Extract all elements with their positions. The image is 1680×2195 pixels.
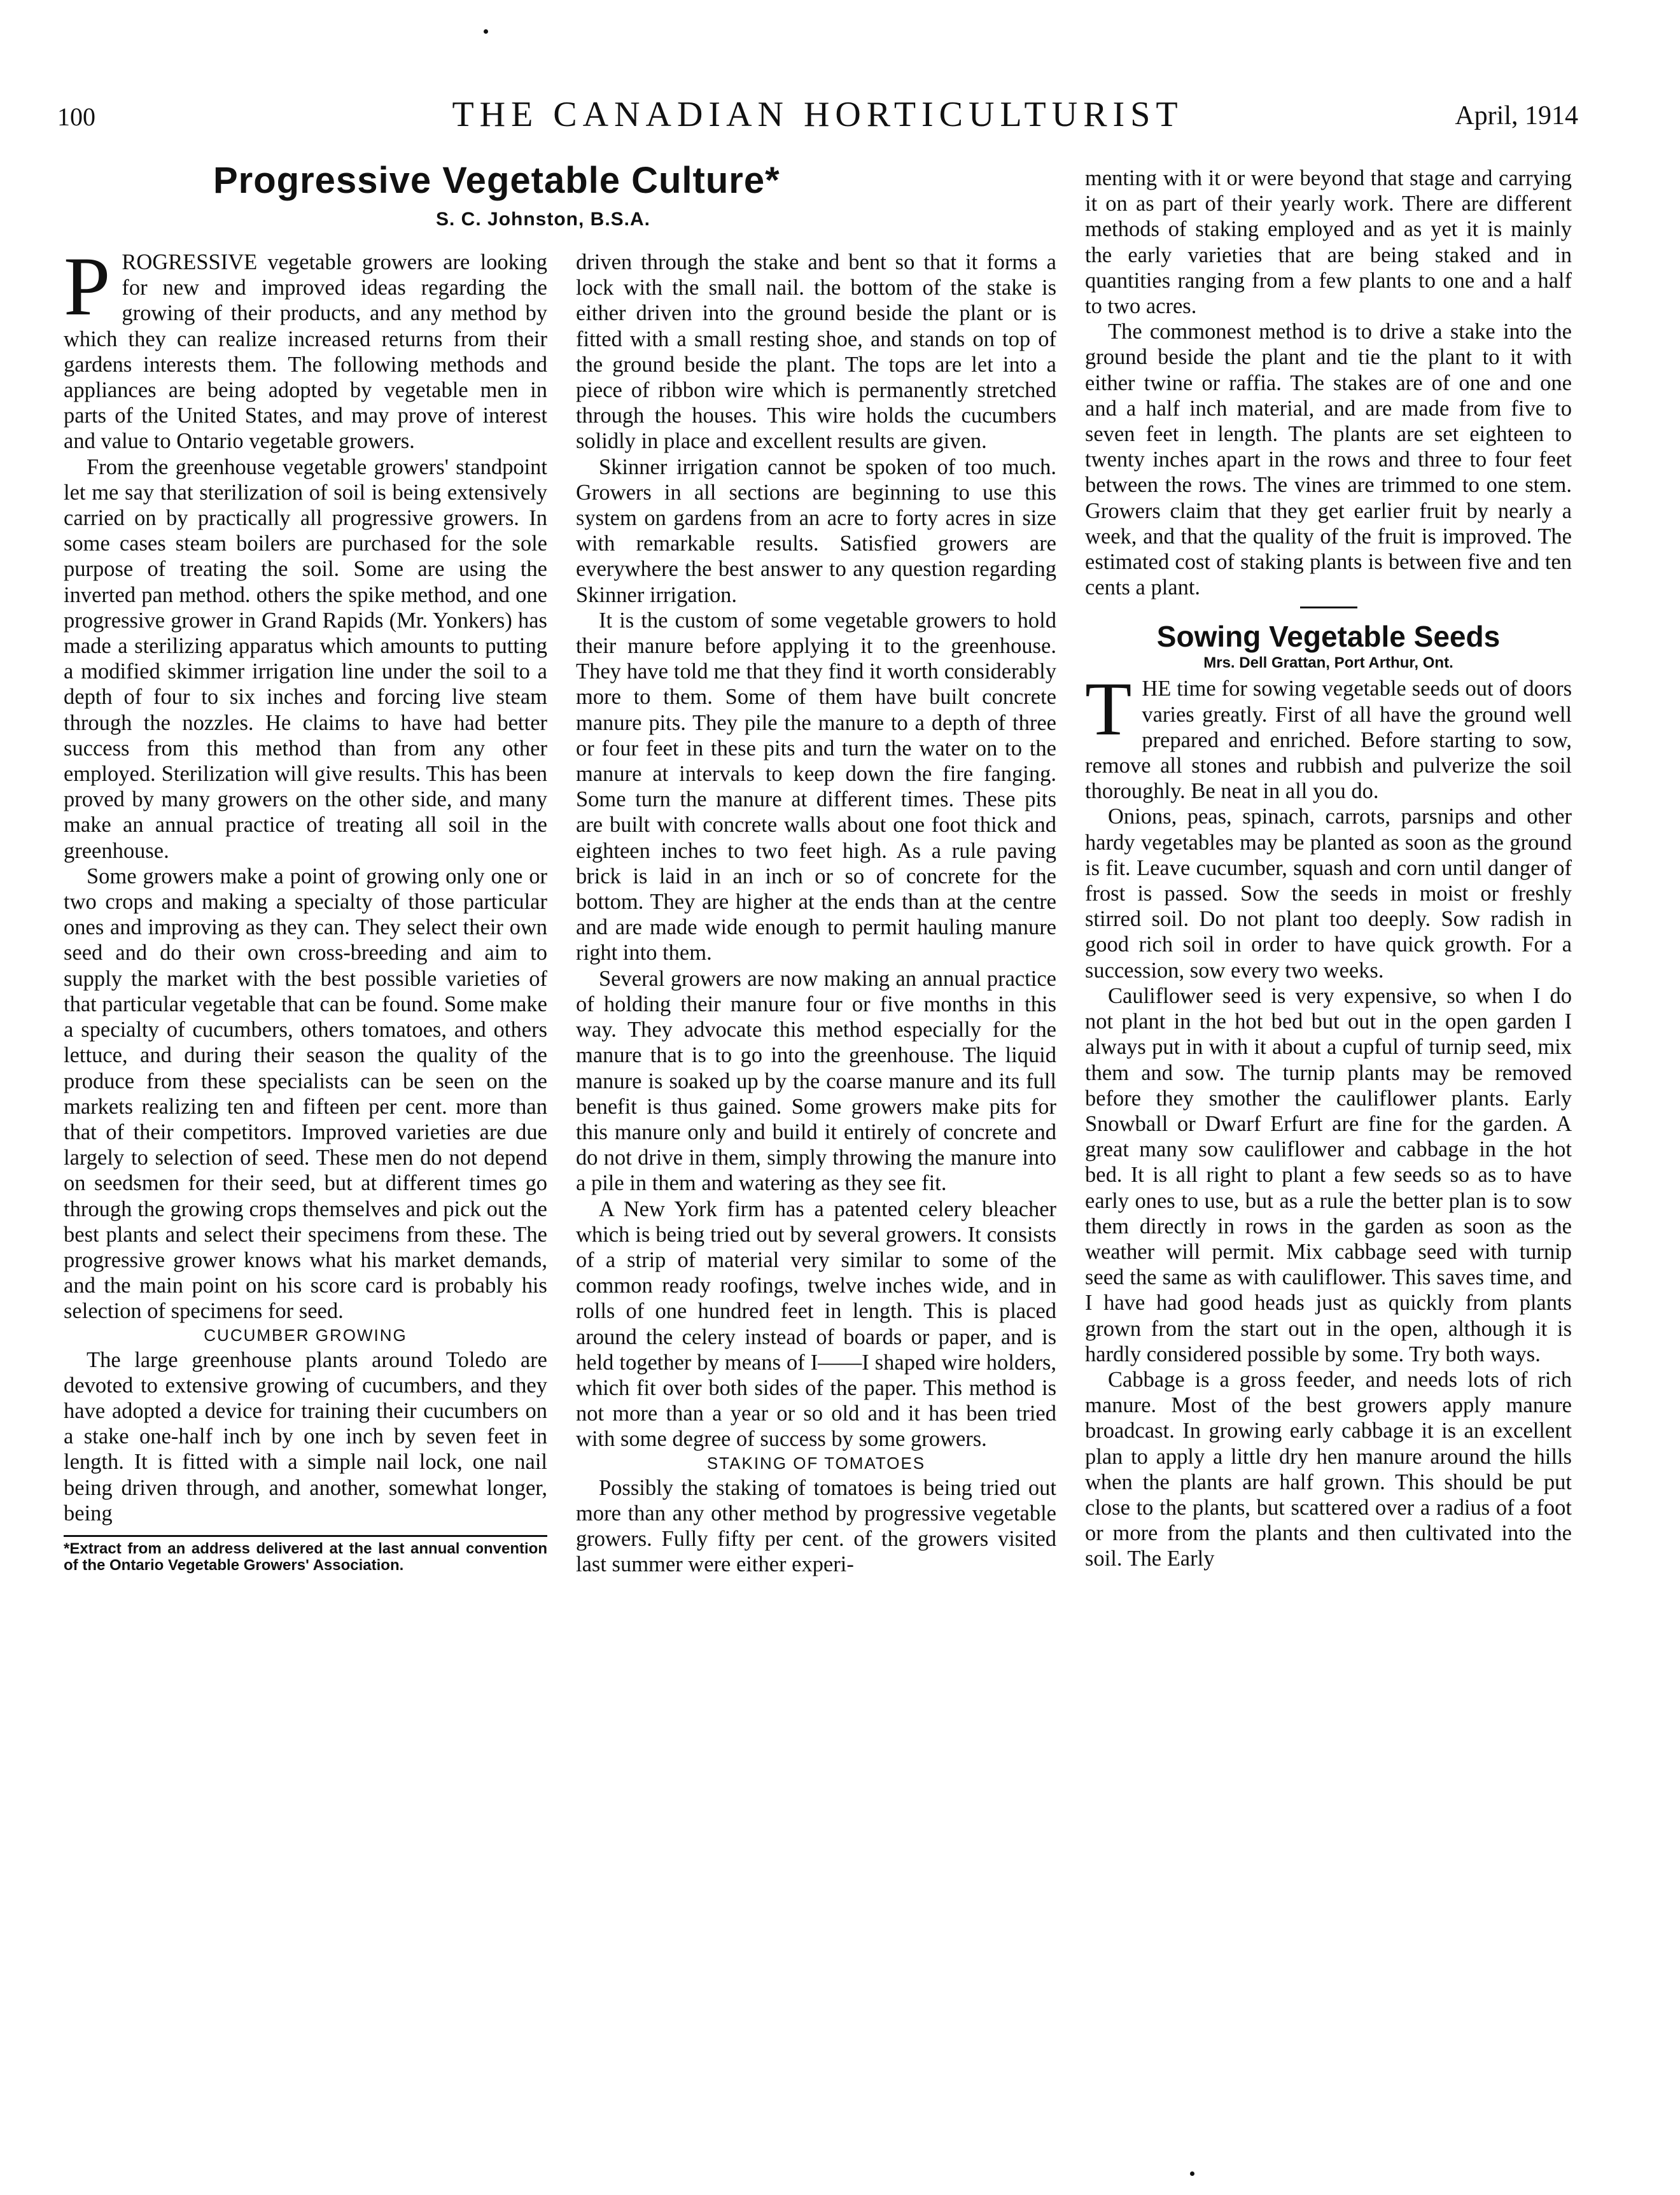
drop-cap: T xyxy=(1085,666,1132,752)
paragraph: Several growers are now making an annual practice of holding their manure four or five months in this way. They advocate this method especially for the manure that is to go into the greenhouse. The liquid manure is soaked up by the coarse manure and its full benefit is thus gained. Some growers make pits for this manure only and build it entirely of concrete and do not drive in them, simply throwing the manure into a pile in them and watering as they see fit. xyxy=(576,966,1056,1196)
print-speck xyxy=(1190,2171,1194,2176)
paragraph: driven through the stake and bent so that it forms a lock with the small nail. the bottom of the stake is either driven into the ground beside the plant or is fitted with a small resting shoe, and stands on top of the ground beside the plant. The tops are let into a piece of ribbon wire which is permanently stretched through the houses. This wire holds the cucumbers solidly in place and excellent results are given. xyxy=(576,250,1056,454)
paragraph: From the greenhouse vegetable growers' standpoint let me say that sterilization of soil is being extensively carried on by practically all progressive growers. In some cases steam boilers are purchased for the sole purpose of treating the soil. Some are using the inverted pan method. others the spike method, and one progressive grower in Grand Rapids (Mr. Yonkers) has made a sterilizing apparatus which amounts to putting a modified skimmer irrigation line under the soil to a depth of four to six inches and forcing live steam through the nozzles. He claims to have had better success from this method than from any other employed. Sterilization will give results. This has been proved by many growers on the other side, and many make an annual practice of treating all soil in the greenhouse. xyxy=(64,454,547,863)
running-head xyxy=(57,94,1578,139)
paragraph: The large greenhouse plants around Toledo are devoted to extensive growing of cucumbers, and they have adopted a device for training their cucumbers on a stake one-half inch by one inch by seven feet in length. It is fitted with a simple nail lock, one nail being driven through, and another, somewhat longer, being xyxy=(64,1347,547,1525)
subhead: CUCUMBER GROWING xyxy=(204,1325,407,1345)
paragraph-text: ROGRESSIVE vegetable growers are looking for new and improved ideas regarding the growing of their products, and any method by which they can realize increased returns from their gardens interests them. The following methods and appliances are being adopted by vegetable men in parts of the United States, and may prove of interest and value to Ontario vegetable growers. xyxy=(64,250,547,454)
page-number: 100 xyxy=(57,102,95,131)
issue-date: April, 1914 xyxy=(1455,101,1578,130)
paragraph: A New York firm has a patented celery bleacher which is being tried out by several growers. It consists of a strip of material very similar to some of the common ready roofings, twelve inches wide, and in rolls of one hundred feet in length. This is placed around the celery instead of boards or paper, and is held together by means of I——I shaped wire holders, which fit over both sides of the paper. This method is not more than a year or so old and it has been tried with some degree of success by some growers. xyxy=(576,1196,1056,1452)
paragraph: menting with it or were beyond that stage and carrying it on as part of their yearly work. There are different methods of staking employed and as yet it is mainly the early varieties that are being staked and in quantities ranging from a few plants to one and a half to two acres. xyxy=(1085,166,1572,319)
paragraph: Some growers make a point of growing only one or two crops and making a specialty of those particular ones and improving as they can. They select their own seed and do their own cross-breeding and aim to supply the market with the best possible varieties of that particular vegetable that can be found. Some make a specialty of cucumbers, others tomatoes, and others lettuce, and during their season the quality of the produce from these specialists can be seen on the markets realizing ten and fifteen per cent. more than that of their competitors. Improved varieties are due largely to selection of seed. These men do not depend on seedsmen for their seed, but at different times go through the growing crops themselves and pick out the best plants and select their specimens from these. The progressive grower knows what his market demands, and the main point on his score card is probably his selection of specimens for seed. xyxy=(64,864,547,1324)
paragraph: Possibly the staking of tomatoes is being tried out more than any other method by progressive vegetable growers. Fully fifty per cent. of the growers visited last summer were either experi- xyxy=(576,1475,1056,1577)
masthead: THE CANADIAN HORTICULTURIST xyxy=(452,95,1184,134)
footnote-rule xyxy=(64,1535,547,1537)
paragraph-text: HE time for sowing vegetable seeds out of doors varies greatly. First of all have the ground well prepared and enriched. Before starting to sow, remove all stones and rubbish and pulverize the soil thoroughly. Be neat in all you do. xyxy=(1085,677,1572,804)
column-3 xyxy=(1085,165,1572,1572)
paragraph: The commonest method is to drive a stake into the ground beside the plant and tie the plant to it with either twine or raffia. The stakes are of one and one and a half inch material, and are made from five to seven feet in length. The plants are set eighteen to twenty inches apart in the rows and three to four feet between the rows. The vines are trimmed to one stem. Growers claim that they get earlier fruit by nearly a week, and that the quality of the fruit is improved. The estimated cost of staking plants is between five and ten cents a plant. xyxy=(1085,319,1572,600)
author-name: S. C. Johnston, B.S.A. xyxy=(436,209,651,230)
paragraph: Cauliflower seed is very expensive, so when I do not plant in the hot bed but out in the open garden I always put in with it about a cupful of turnip seed, mix them and sow. The turnip plants may be removed before they smother the cauliflower plants. Early Snowball or Dwarf Erfurt are fine for the garden. A great many sow cauliflower and cabbage in the hot bed. It is all right to plant a few seeds so as to have early ones to use, but as a rule the better plan is to sow them directly in rows in the garden as soon as the weather will permit. Mix cabbage seed with turnip seed the same as with cauliflower. This saves time, and I have had good heads just as quickly from plants grown from the start out in the open, although it is hardly considered possible by some. Try both ways. xyxy=(1085,983,1572,1366)
drop-cap: P xyxy=(64,239,111,333)
column-2 xyxy=(576,249,1056,1577)
subhead: STAKING OF TOMATOES xyxy=(706,1453,926,1473)
footnote: *Extract from an address delivered at the last annual convention of the Ontario Vegetable Growers' Association. xyxy=(64,1539,547,1574)
section-title: Sowing Vegetable Seeds xyxy=(1156,620,1501,654)
paragraph xyxy=(64,239,547,454)
paragraph: Skinner irrigation cannot be spoken of too much. Growers in all sections are beginning to use this system on gardens from an acre to forty acres in size with remarkable results. Satisfied growers are everywhere the best answer to any question regarding Skinner irrigation. xyxy=(576,454,1056,607)
paragraph: Onions, peas, spinach, carrots, parsnips and other hardy vegetables may be planted as soon as the ground is fit. Leave cucumber, squash and corn until danger of frost is passed. Sow the seeds in moist or freshly stirred soil. Do not plant too deeply. Sow radish in good rich soil in order to have quick growth. For a succession, sow every two weeks. xyxy=(1085,804,1572,983)
print-speck xyxy=(484,29,488,34)
column-1 xyxy=(64,239,547,1574)
paragraph: It is the custom of some vegetable growers to hold their manure before applying it to the greenhouse. They have told me that they find it worth considerably more to them. Some of them have built concrete manure pits. They pile the manure to a depth of three or four feet in these pits and turn the water on to the manure at intervals to keep down the fire fanging. Some turn the manure at different times. These pits are built with concrete walls about one foot thick and eighteen inches to two feet high. As a rule paving brick is laid in an inch or so of concrete for the bottom. They are higher at the ends than at the centre and are made wide enough to permit hauling manure right into them. xyxy=(576,608,1056,965)
section-divider xyxy=(1300,607,1357,608)
article-title-text: Progressive Vegetable Culture* xyxy=(213,160,780,201)
paragraph xyxy=(1085,666,1572,804)
paragraph: Cabbage is a gross feeder, and needs lots of rich manure. Most of the best growers apply manure broadcast. In growing early cabbage it is an excellent plan to apply a little dry hen manure around the hills when the plants are half grown. This should be put close to the plants, but scattered over a radius of a foot or more from the plants and then cultivated into the soil. The Early xyxy=(1085,1367,1572,1571)
section-byline: Mrs. Dell Grattan, Port Arthur, Ont. xyxy=(1203,654,1453,672)
